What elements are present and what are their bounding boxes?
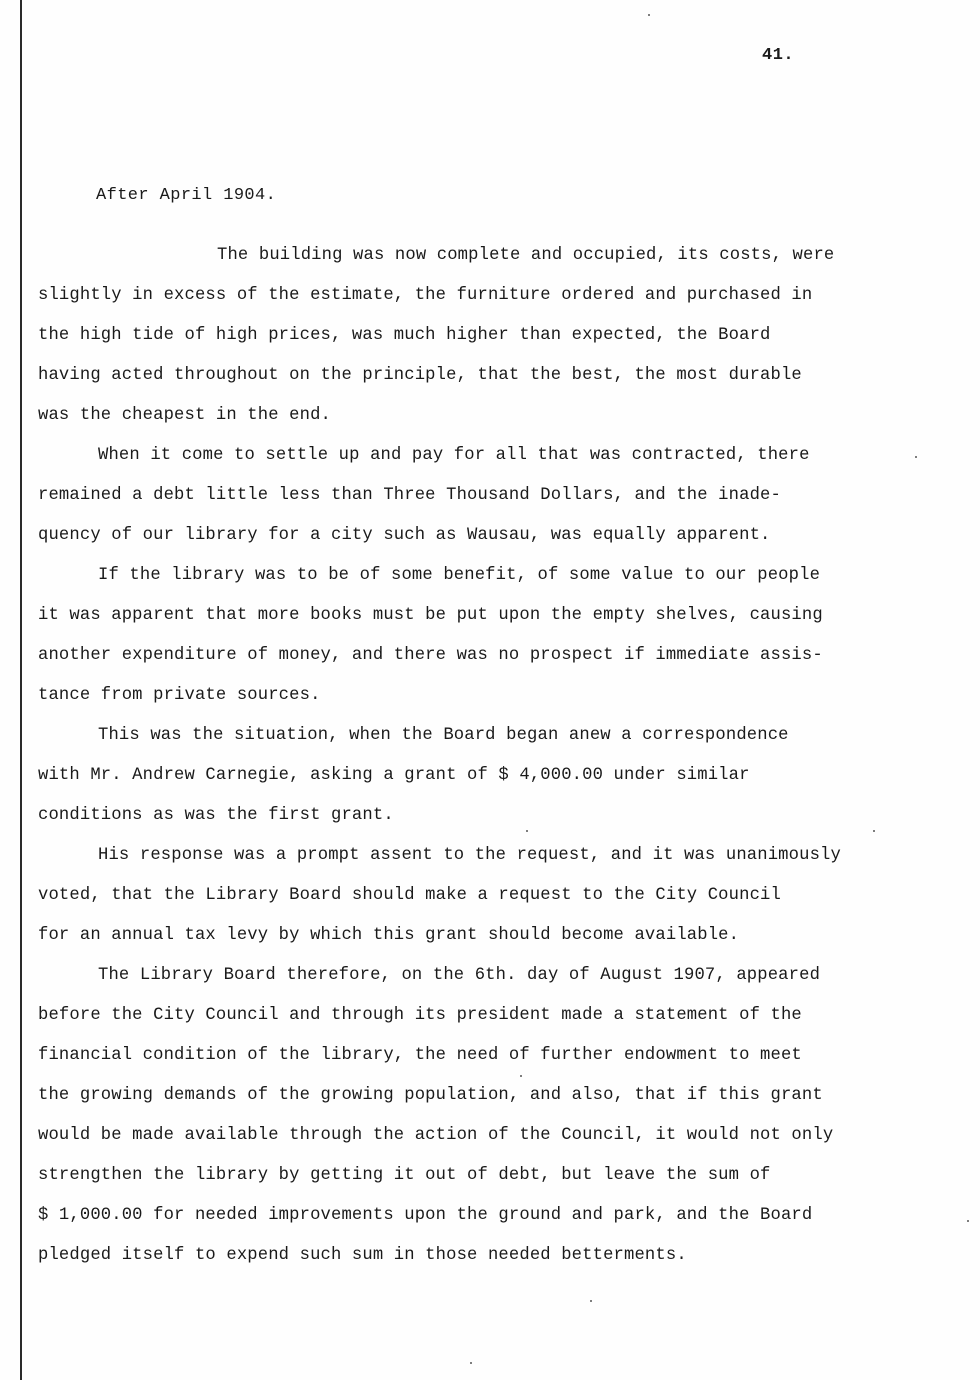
text-line: quency of our library for a city such as Wausau, was equally apparent. bbox=[38, 526, 771, 545]
page-left-border bbox=[20, 0, 22, 1380]
text-line: This was the situation, when the Board began anew a correspondence bbox=[98, 726, 789, 745]
text-line: the high tide of high prices, was much higher than expected, the Board bbox=[38, 326, 771, 345]
scan-speck bbox=[873, 830, 875, 832]
text-line: it was apparent that more books must be put upon the empty shelves, causing bbox=[38, 606, 823, 625]
text-line: the growing demands of the growing population, and also, that if this grant bbox=[38, 1086, 823, 1105]
scan-speck bbox=[526, 830, 528, 832]
text-line: having acted throughout on the principle, that the best, the most durable bbox=[38, 366, 802, 385]
section-heading: After April 1904. bbox=[96, 186, 277, 205]
text-line: The building was now complete and occupied, its costs, were bbox=[217, 246, 835, 265]
text-line: slightly in excess of the estimate, the furniture ordered and purchased in bbox=[38, 286, 813, 305]
text-line: strengthen the library by getting it out of debt, but leave the sum of bbox=[38, 1166, 771, 1185]
scan-speck bbox=[967, 1220, 969, 1222]
text-line: If the library was to be of some benefit, of some value to our people bbox=[98, 566, 821, 585]
text-line: When it come to settle up and pay for all that was contracted, there bbox=[98, 446, 810, 465]
text-line: would be made available through the action of the Council, it would not only bbox=[38, 1126, 834, 1145]
text-line: voted, that the Library Board should make a request to the City Council bbox=[38, 886, 781, 905]
scan-speck bbox=[648, 14, 650, 16]
text-line: $ 1,000.00 for needed improvements upon the ground and park, and the Board bbox=[38, 1206, 813, 1225]
text-line: financial condition of the library, the need of further endowment to meet bbox=[38, 1046, 802, 1065]
scan-speck bbox=[915, 456, 917, 458]
scan-speck bbox=[590, 1300, 592, 1302]
text-line: another expenditure of money, and there was no prospect if immediate assis- bbox=[38, 646, 823, 665]
scan-speck bbox=[520, 1075, 522, 1077]
text-line: pledged itself to expend such sum in those needed betterments. bbox=[38, 1246, 687, 1265]
text-line: was the cheapest in the end. bbox=[38, 406, 331, 425]
text-line: with Mr. Andrew Carnegie, asking a grant of $ 4,000.00 under similar bbox=[38, 766, 750, 785]
text-line: conditions as was the first grant. bbox=[38, 806, 394, 825]
text-line: His response was a prompt assent to the request, and it was unanimously bbox=[98, 846, 841, 865]
text-line: before the City Council and through its president made a statement of the bbox=[38, 1006, 802, 1025]
scan-speck bbox=[470, 1362, 472, 1364]
text-line: for an annual tax levy by which this grant should become available. bbox=[38, 926, 740, 945]
page-number: 41. bbox=[762, 46, 795, 65]
text-line: remained a debt little less than Three Thousand Dollars, and the inade- bbox=[38, 486, 781, 505]
text-line: tance from private sources. bbox=[38, 686, 321, 705]
text-line: The Library Board therefore, on the 6th. day of August 1907, appeared bbox=[98, 966, 821, 985]
